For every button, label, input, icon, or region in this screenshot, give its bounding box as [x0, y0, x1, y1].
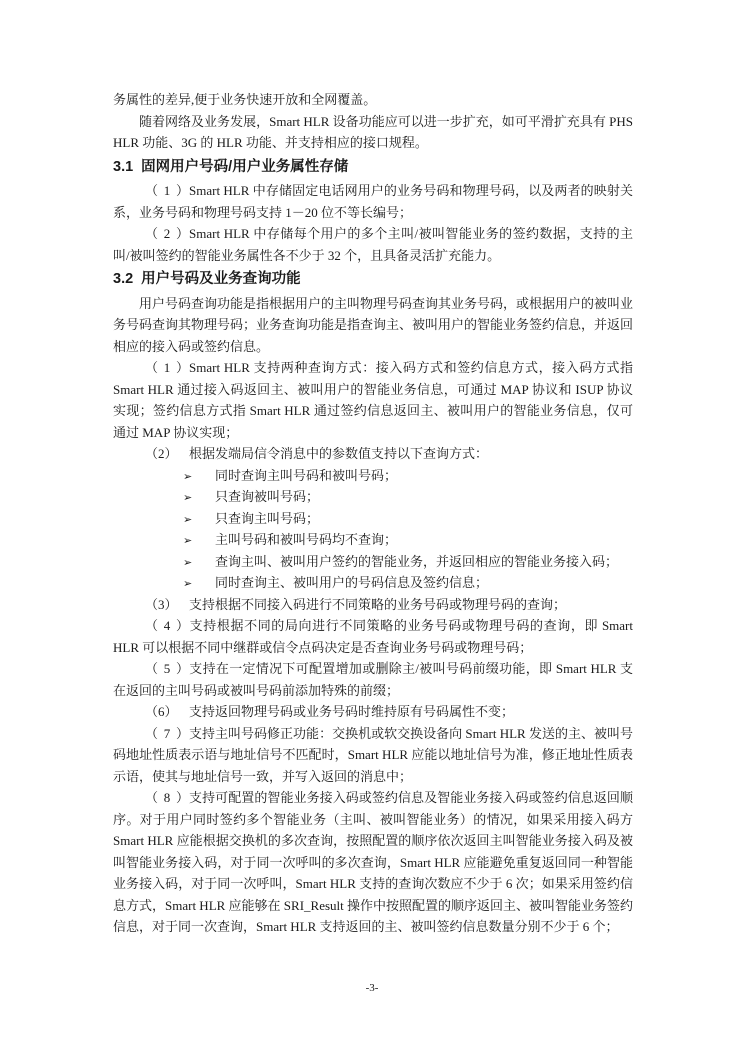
text-line	[113, 787, 633, 809]
line-text: 支持返回物理号码或业务号码时维持原有号码属性不变；	[189, 704, 515, 719]
arrowhead-bullet-icon: ➢	[183, 492, 193, 504]
bullet-text: 主叫号码和被叫号码均不查询；	[215, 532, 398, 547]
line-text: Smart HLR 支持两种查询方式：接入码方式和签约信息方式，接入码方式指	[189, 360, 633, 375]
line-text: 信息，对于同一次查询，Smart HLR 支持返回的主、被叫签约信息数量分别不少于 6 个；	[113, 919, 619, 934]
text-line	[113, 314, 633, 336]
line-text: 随着网络及业务发展，Smart HLR 设备功能应可以进一步扩充，如可平滑扩充具有 PHS	[139, 113, 633, 129]
text-line	[113, 701, 633, 723]
section-number: 3.2	[113, 271, 134, 287]
line-text: HLR 功能、3G 的 HLR 功能、并支持相应的接口规程。	[113, 135, 428, 150]
section-number: 3.1	[113, 158, 134, 175]
item-number: （2）	[145, 446, 178, 461]
text-line	[113, 873, 633, 895]
line-text: 支持在一定情况下可配置增加或删除主/被叫号码前缀功能，即 Smart HLR 支	[189, 661, 633, 676]
text-line	[113, 336, 633, 358]
paragraph	[113, 111, 633, 154]
line-text: 相应的接入码或签约信息。	[113, 338, 270, 354]
line-text: 根据发端局信令消息中的参数值支持以下查询方式：	[189, 446, 489, 461]
text-line	[113, 132, 633, 154]
numbered-item	[113, 180, 633, 223]
line-text: HLR 可以根据不同中继群或信令点码决定是否查询业务号码或物理号码；	[113, 639, 533, 655]
item-number: （5）	[145, 661, 189, 676]
numbered-item	[113, 701, 633, 723]
line-text: 支持可配置的智能业务接入码或签约信息及智能业务接入码或签约信息返回顺	[189, 790, 633, 805]
bullet-item	[113, 486, 633, 508]
section-heading	[113, 154, 633, 181]
arrowhead-bullet-icon: ➢	[183, 556, 193, 569]
bullet-text: 同时查询主、被叫用户的号码信息及签约信息；	[215, 575, 489, 590]
bullet-item	[113, 508, 633, 530]
line-text: 支持根据不同接入码进行不同策略的业务号码或物理号码的查询；	[189, 596, 567, 612]
line-text: 用户号码查询功能是指根据用户的主叫物理号码查询其业务号码，或根据用户的被叫业	[139, 295, 633, 311]
line-text: 系，业务号码和物理号码支持 1－20 位不等长编号；	[113, 204, 413, 220]
line-text: 支持主叫号码修正功能：交换机或软交换设备向 Smart HLR 发送的主、被叫号	[189, 725, 633, 741]
text-line	[113, 202, 633, 224]
text-line	[113, 723, 633, 745]
bullet-item	[113, 465, 633, 487]
section-title: 固网用户号码/用户业务属性存储	[141, 158, 349, 175]
text-line	[113, 766, 633, 788]
item-number: （1）	[145, 183, 189, 198]
text-line	[113, 379, 633, 401]
line-text: 支持根据不同的局向进行不同策略的业务号码或物理号码的查询，即 Smart	[189, 618, 633, 633]
text-line	[113, 400, 633, 422]
arrowhead-bullet-icon: ➢	[183, 578, 193, 590]
arrowhead-bullet-icon: ➢	[183, 513, 193, 526]
document-body	[113, 89, 633, 938]
item-number: （2）	[145, 226, 189, 241]
page-number: -3-	[365, 982, 379, 994]
bullet-text: 只查询主叫号码；	[215, 510, 320, 526]
arrowhead-bullet-icon: ➢	[183, 470, 193, 483]
text-line	[113, 637, 633, 659]
text-line	[113, 594, 633, 616]
line-text: Smart HLR 中存储固定电话网用户的业务号码和物理号码，以及两者的映射关	[189, 183, 633, 198]
line-text: 叫/被叫签约的智能业务属性各不少于 32 个，且具备灵活扩充能力。	[113, 247, 501, 263]
text-line	[113, 357, 633, 379]
item-number: （6）	[145, 704, 178, 719]
text-line	[113, 422, 633, 444]
numbered-item	[113, 443, 633, 465]
text-line	[113, 293, 633, 315]
line-text: 通过 MAP 协议实现；	[113, 424, 239, 440]
text-line	[113, 809, 633, 831]
numbered-item	[113, 357, 633, 443]
item-number: （7）	[145, 725, 189, 741]
item-number: （3）	[145, 596, 178, 612]
text-line	[113, 830, 633, 852]
item-number: （8）	[145, 790, 189, 805]
numbered-item	[113, 223, 633, 266]
bullet-text: 同时查询主叫号码和被叫号码；	[215, 467, 398, 483]
numbered-item	[113, 723, 633, 788]
line-text: 实现；签约信息方式指 Smart HLR 通过签约信息返回主、被叫用户的智能业务信息，仅可	[113, 403, 633, 418]
line-text: 务属性的差异,便于业务快速开放和全网覆盖。	[113, 92, 377, 107]
text-line	[113, 895, 633, 917]
text-line	[113, 443, 633, 465]
text-line	[113, 180, 633, 202]
bullet-item	[113, 551, 633, 573]
line-text: 务号码查询其物理号码；业务查询功能是指查询主、被叫用户的智能业务签约信息，并返回	[113, 317, 633, 332]
line-text: 示语，使其与地址信号一致，并写入返回的消息中；	[113, 768, 413, 784]
numbered-item	[113, 615, 633, 658]
line-text: Smart HLR 通过接入码返回主、被叫用户的智能业务信息，可通过 MAP 协议和 ISUP 协议	[113, 381, 633, 397]
item-number: （1）	[145, 360, 189, 375]
text-line	[113, 89, 633, 111]
section-title: 用户号码及业务查询功能	[141, 271, 301, 287]
bullet-item	[113, 572, 633, 594]
section-heading	[113, 266, 633, 293]
line-text: 业务接入码，对于同一次呼叫，Smart HLR 支持的查询次数应不少于 6 次；如果采用签约信	[113, 876, 633, 891]
line-text: Smart HLR 应能根据交换机的多次查询，按照配置的顺序依次返回主叫智能业务接入码及被	[113, 833, 633, 848]
text-line	[113, 615, 633, 637]
bullet-item	[113, 529, 633, 551]
text-line	[113, 916, 633, 938]
line-text: 息方式，Smart HLR 应能够在 SRI_Result 操作中按照配置的顺序返回主、被叫智能业务签约	[113, 897, 633, 913]
text-line	[113, 245, 633, 267]
paragraph	[113, 293, 633, 358]
line-text: Smart HLR 中存储每个用户的多个主叫/被叫智能业务的签约数据，支持的主	[189, 226, 633, 241]
numbered-item	[113, 787, 633, 938]
bullet-text: 查询主叫、被叫用户签约的智能业务，并返回相应的智能业务接入码；	[215, 553, 619, 569]
arrowhead-bullet-icon: ➢	[183, 535, 193, 547]
bullet-text: 只查询被叫号码；	[215, 489, 320, 504]
line-text: 序。对于用户同时签约多个智能业务（主叫、被叫智能业务）的情况，如果采用接入码方	[113, 811, 633, 827]
item-number: （4）	[145, 618, 189, 633]
numbered-item	[113, 594, 633, 616]
line-text: 码地址性质表示语与地址信号不匹配时，Smart HLR 应能以地址信号为准，修正地址性质表	[113, 747, 633, 762]
text-line	[113, 744, 633, 766]
text-line	[113, 658, 633, 680]
text-line	[113, 680, 633, 702]
numbered-item	[113, 658, 633, 701]
text-line	[113, 852, 633, 874]
paragraph	[113, 89, 633, 111]
text-line	[113, 111, 633, 133]
text-line	[113, 223, 633, 245]
line-text: 叫智能业务接入码，对于同一次呼叫的多次查询，Smart HLR 应能避免重复返回同一种智能	[113, 854, 633, 870]
line-text: 在返回的主叫号码或被叫号码前添加特殊的前缀；	[113, 682, 400, 698]
